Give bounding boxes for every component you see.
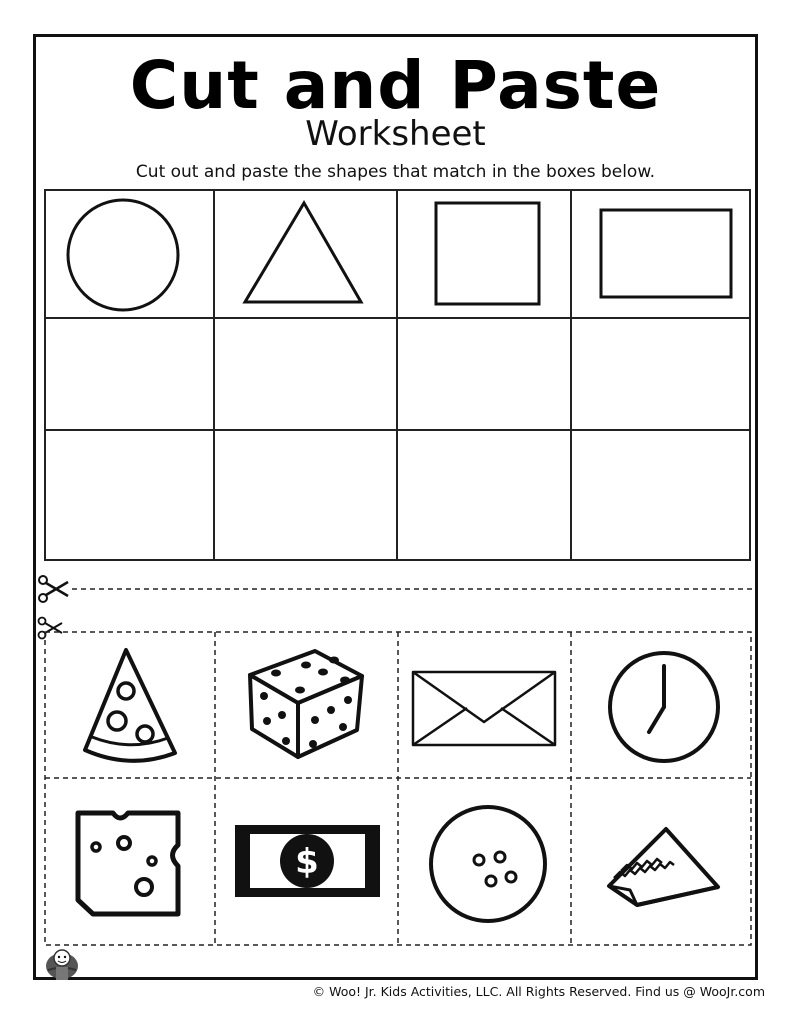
dollar-bill-icon (235, 825, 380, 897)
circle-shape (68, 200, 178, 310)
triangle-shape (245, 203, 361, 302)
dollar-sign: $ (295, 842, 319, 882)
cheese-icon (78, 813, 178, 914)
worksheet-subtitle: Worksheet (305, 114, 486, 154)
rectangle-shape (601, 210, 731, 297)
dice-icon (250, 651, 362, 757)
clock-icon (610, 653, 718, 761)
worksheet-title: Cut and Paste (129, 47, 662, 124)
worksheet-instructions: Cut out and paste the shapes that match in the boxes below. (135, 162, 656, 182)
button-icon (431, 807, 545, 921)
cutout-grid (45, 632, 751, 945)
scissors-icon (39, 576, 68, 602)
sandwich-icon (609, 829, 718, 905)
mascot-icon (46, 950, 78, 980)
envelope-icon (413, 672, 555, 745)
scissors-icon (39, 618, 63, 639)
paste-grid (45, 190, 750, 560)
square-shape (436, 203, 539, 304)
copyright-footer: © Woo! Jr. Kids Activities, LLC. All Rights Reserved. Find us @ WooJr.com (312, 984, 765, 999)
pizza-slice-icon (85, 650, 175, 761)
